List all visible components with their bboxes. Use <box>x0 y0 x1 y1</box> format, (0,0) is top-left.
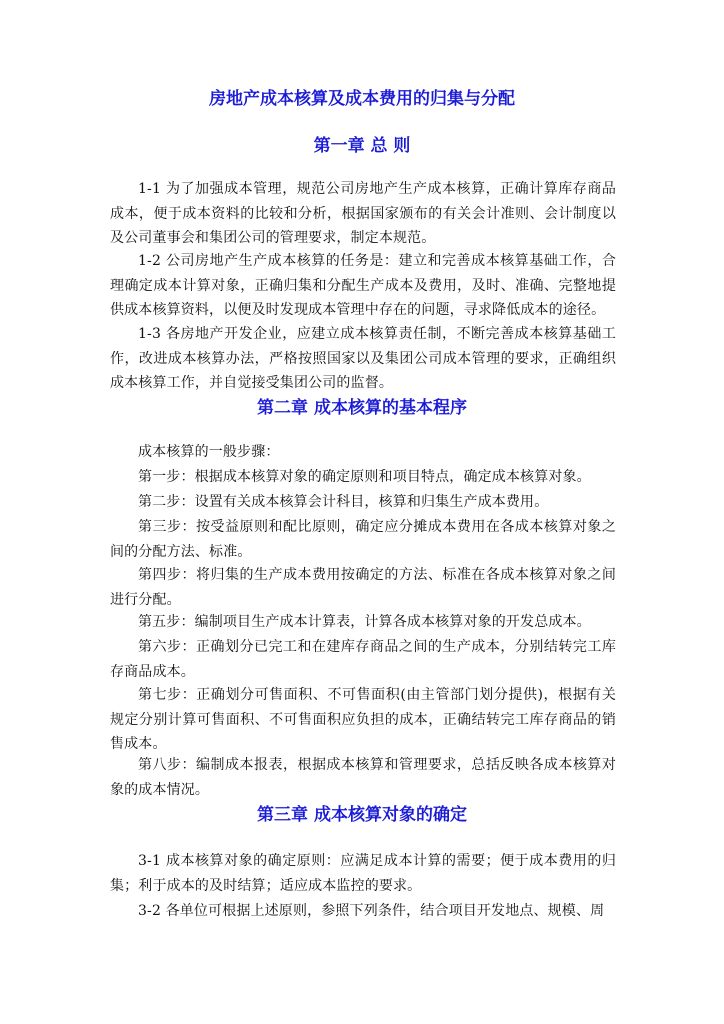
document-title: 房地产成本核算及成本费用的归集与分配 <box>209 89 515 109</box>
step-2: 第二步：设置有关成本核算会计科目，核算和归集生产成本费用。 <box>138 494 549 510</box>
chapter-3-heading: 第三章 成本核算对象的确定 <box>257 805 467 825</box>
step-1: 第一步：根据成本核算对象的确定原则和项目特点，确定成本核算对象。 <box>138 469 591 485</box>
paragraph-1-3: 1-3 各房地产开发企业，应建立成本核算责任制，不断完善成本核算基础工作，改进成本核算办法，严格按照国家以及集团公司成本管理的要求，正确组织成本核算工作，并自觉接受集团公司的监督。 <box>110 326 616 391</box>
paragraph-3-1: 3-1 成本核算对象的确定原则：应满足成本计算的需要；便于成本费用的归集；利于成本的及时结算；适应成本监控的要求。 <box>110 853 616 894</box>
step-3: 第三步：按受益原则和配比原则，确定应分摊成本费用在各成本核算对象之间的分配方法、标准。 <box>110 519 616 560</box>
paragraph-1-1: 1-1 为了加强成本管理，规范公司房地产生产成本核算，正确计算库存商品成本，便于成本资料的比较和分析，根据国家颁布的有关会计准则、会计制度以及公司董事会和集团公司的管理要求，制定本规范。 <box>110 181 616 246</box>
chapter-2-heading: 第二章 成本核算的基本程序 <box>257 398 467 418</box>
step-8: 第八步：编制成本报表，根据成本核算和管理要求，总括反映各成本核算对象的成本情况。 <box>110 757 616 798</box>
steps-intro: 成本核算的一般步骤： <box>138 444 280 460</box>
step-7: 第七步：正确划分可售面积、不可售面积(由主管部门划分提供)，根据有关规定分别计算可售面积、不可售面积应负担的成本，正确结转完工库存商品的销售成本。 <box>110 687 616 752</box>
paragraph-3-2: 3-2 各单位可根据上述原则，参照下列条件，结合项目开发地点、规模、周 <box>138 903 605 919</box>
step-5: 第五步：编制项目生产成本计算表，计算各成本核算对象的开发总成本。 <box>138 614 591 630</box>
step-6: 第六步：正确划分已完工和在建库存商品之间的生产成本，分别结转完工库存商品成本。 <box>110 639 616 680</box>
chapter-1-heading: 第一章 总 则 <box>313 136 411 156</box>
paragraph-1-2: 1-2 公司房地产生产成本核算的任务是：建立和完善成本核算基础工作，合理确定成本计算对象，正确归集和分配生产成本及费用，及时、准确、完整地提供成本核算资料，以便及时发现成本管理中存在的问题，寻求降低成本的途径。 <box>110 253 616 318</box>
step-4: 第四步：将归集的生产成本费用按确定的方法、标准在各成本核算对象之间进行分配。 <box>110 567 616 608</box>
